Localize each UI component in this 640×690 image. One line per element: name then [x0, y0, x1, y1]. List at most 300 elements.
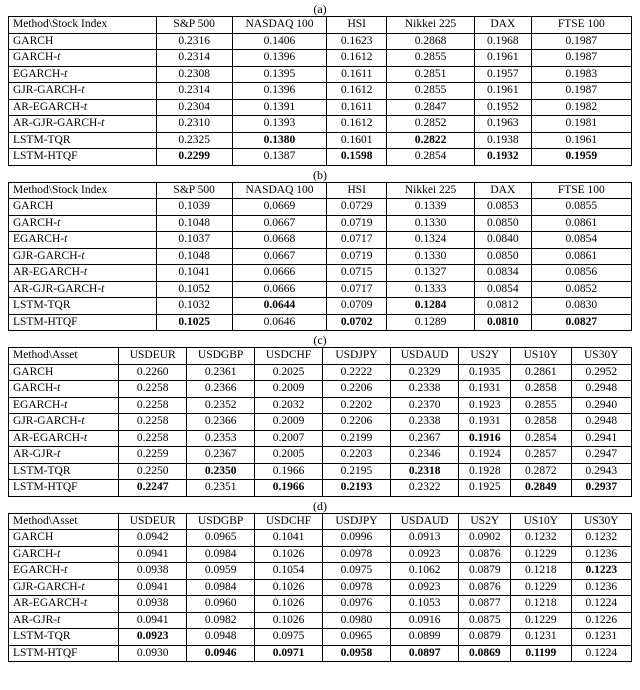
value-cell: 0.2258 — [119, 414, 187, 431]
column-header: USDJPY — [322, 513, 390, 530]
value-cell: 0.0941 — [119, 579, 187, 596]
column-header: USDEUR — [119, 348, 187, 365]
value-cell: 0.1612 — [327, 50, 387, 67]
table-block-c — [8, 333, 632, 497]
value-cell-best: 0.2318 — [390, 463, 459, 480]
value-cell: 0.1925 — [459, 480, 511, 497]
value-cell: 0.1923 — [459, 397, 511, 414]
table-caption-d: (d) — [313, 498, 327, 513]
value-cell: 0.1048 — [156, 248, 232, 265]
value-cell: 0.1229 — [511, 579, 571, 596]
value-cell: 0.1611 — [327, 66, 387, 83]
value-cell: 0.1931 — [459, 381, 511, 398]
value-cell: 0.2310 — [156, 116, 232, 133]
value-cell: 0.2199 — [322, 430, 390, 447]
method-name-cell: AR-GJR-GARCH-t — [9, 281, 157, 298]
table-caption-a: (a) — [313, 2, 327, 16]
value-cell-best: 0.0644 — [232, 298, 327, 315]
value-cell-best: 0.1223 — [571, 563, 631, 580]
value-cell-best: 0.1380 — [232, 132, 327, 149]
column-header: US10Y — [511, 513, 571, 530]
method-name-cell: LSTM-HTQF — [9, 480, 119, 497]
value-cell: 0.1981 — [531, 116, 631, 133]
value-cell: 0.2202 — [322, 397, 390, 414]
value-cell-best: 0.0971 — [255, 645, 323, 662]
column-header: USDGBP — [187, 513, 255, 530]
column-header: S&P 500 — [156, 182, 232, 199]
table-row — [9, 447, 632, 464]
value-cell-best: 0.1025 — [156, 314, 232, 331]
table-row — [9, 397, 632, 414]
value-cell-best: 0.2247 — [119, 480, 187, 497]
value-cell: 0.0852 — [531, 281, 631, 298]
value-cell: 0.0854 — [474, 281, 531, 298]
value-cell: 0.0916 — [390, 612, 459, 629]
value-cell: 0.1052 — [156, 281, 232, 298]
paper-page — [8, 2, 632, 662]
value-cell: 0.1041 — [255, 530, 323, 547]
value-cell: 0.0850 — [474, 215, 531, 232]
value-cell: 0.0861 — [531, 248, 631, 265]
value-cell: 0.0717 — [327, 232, 387, 249]
value-cell: 0.0719 — [327, 215, 387, 232]
value-cell: 0.0980 — [322, 612, 390, 629]
value-cell: 0.0975 — [322, 563, 390, 580]
value-cell: 0.2367 — [390, 430, 459, 447]
value-cell-best: 0.2193 — [322, 480, 390, 497]
table-row — [9, 612, 632, 629]
value-cell: 0.1391 — [232, 99, 327, 116]
value-cell: 0.1968 — [474, 33, 531, 50]
results-table-b — [8, 182, 632, 332]
value-cell: 0.1396 — [232, 83, 327, 100]
value-cell: 0.2260 — [119, 364, 187, 381]
method-name-cell: GARCH-t — [9, 215, 157, 232]
value-cell-best: 0.1598 — [327, 149, 387, 166]
table-row — [9, 83, 632, 100]
value-cell: 0.2195 — [322, 463, 390, 480]
table-row — [9, 265, 632, 282]
value-cell: 0.1987 — [531, 33, 631, 50]
table-row — [9, 99, 632, 116]
method-name-cell: GARCH — [9, 33, 157, 50]
value-cell: 0.1611 — [327, 99, 387, 116]
value-cell: 0.1053 — [390, 596, 459, 613]
value-cell: 0.1229 — [511, 612, 571, 629]
value-cell: 0.2952 — [571, 364, 631, 381]
value-cell: 0.0996 — [322, 530, 390, 547]
table-block-b — [8, 168, 632, 332]
table-row — [9, 546, 632, 563]
value-cell: 0.2940 — [571, 397, 631, 414]
table-row — [9, 414, 632, 431]
method-name-cell: AR-GJR-t — [9, 612, 119, 629]
value-cell: 0.2948 — [571, 414, 631, 431]
value-cell: 0.1224 — [571, 645, 631, 662]
value-cell: 0.2855 — [511, 397, 571, 414]
value-cell: 0.1928 — [459, 463, 511, 480]
column-header: USDAUD — [390, 513, 459, 530]
value-cell: 0.0856 — [531, 265, 631, 282]
value-cell: 0.1236 — [571, 546, 631, 563]
table-caption-c: (c) — [313, 333, 327, 347]
value-cell-best: 0.1284 — [387, 298, 475, 315]
value-cell: 0.1387 — [232, 149, 327, 166]
results-table-d — [8, 513, 632, 663]
value-cell: 0.1961 — [474, 83, 531, 100]
value-cell: 0.2009 — [255, 381, 323, 398]
value-cell-best: 0.1199 — [511, 645, 571, 662]
value-cell: 0.2858 — [511, 381, 571, 398]
value-cell: 0.2203 — [322, 447, 390, 464]
value-cell: 0.1961 — [474, 50, 531, 67]
value-cell: 0.1041 — [156, 265, 232, 282]
value-cell: 0.1393 — [232, 116, 327, 133]
table-row — [9, 298, 632, 315]
method-name-cell: GARCH-t — [9, 546, 119, 563]
value-cell: 0.0719 — [327, 248, 387, 265]
value-cell: 0.1232 — [571, 530, 631, 547]
value-cell: 0.0861 — [531, 215, 631, 232]
value-cell: 0.2366 — [187, 414, 255, 431]
method-name-cell: LSTM-HTQF — [9, 314, 157, 331]
value-cell: 0.1406 — [232, 33, 327, 50]
table-row — [9, 215, 632, 232]
column-header: US10Y — [511, 348, 571, 365]
value-cell: 0.0978 — [322, 579, 390, 596]
value-cell: 0.1224 — [571, 596, 631, 613]
value-cell: 0.2854 — [387, 149, 475, 166]
table-row — [9, 645, 632, 662]
value-cell: 0.2352 — [187, 397, 255, 414]
value-cell: 0.0941 — [119, 612, 187, 629]
column-header-method: Method\Stock Index — [9, 17, 157, 34]
table-row — [9, 596, 632, 613]
header-row — [9, 513, 632, 530]
value-cell-best: 0.0810 — [474, 314, 531, 331]
value-cell-best: 0.0827 — [531, 314, 631, 331]
value-cell: 0.2851 — [387, 66, 475, 83]
value-cell: 0.0668 — [232, 232, 327, 249]
value-cell: 0.2009 — [255, 414, 323, 431]
value-cell: 0.2366 — [187, 381, 255, 398]
method-name-cell: LSTM-HTQF — [9, 149, 157, 166]
value-cell: 0.1048 — [156, 215, 232, 232]
value-cell: 0.2338 — [390, 381, 459, 398]
value-cell: 0.1037 — [156, 232, 232, 249]
value-cell: 0.0876 — [459, 546, 511, 563]
value-cell-best: 0.0946 — [187, 645, 255, 662]
table-row — [9, 314, 632, 331]
column-header: US30Y — [571, 513, 631, 530]
value-cell: 0.1330 — [387, 248, 475, 265]
table-caption-b: (b) — [313, 167, 327, 182]
table-row — [9, 50, 632, 67]
value-cell: 0.1289 — [387, 314, 475, 331]
value-cell: 0.0879 — [459, 629, 511, 646]
value-cell: 0.0913 — [390, 530, 459, 547]
table-row — [9, 629, 632, 646]
method-name-cell: GARCH-t — [9, 50, 157, 67]
value-cell: 0.0840 — [474, 232, 531, 249]
value-cell: 0.0960 — [187, 596, 255, 613]
value-cell: 0.1612 — [327, 116, 387, 133]
table-row — [9, 463, 632, 480]
value-cell: 0.2308 — [156, 66, 232, 83]
results-table-c — [8, 347, 632, 497]
column-header: DAX — [474, 182, 531, 199]
value-cell: 0.2858 — [511, 414, 571, 431]
value-cell: 0.2854 — [511, 430, 571, 447]
value-cell: 0.2353 — [187, 430, 255, 447]
value-cell: 0.1601 — [327, 132, 387, 149]
table-row — [9, 132, 632, 149]
value-cell: 0.2316 — [156, 33, 232, 50]
value-cell: 0.2947 — [571, 447, 631, 464]
value-cell: 0.2325 — [156, 132, 232, 149]
value-cell: 0.2259 — [119, 447, 187, 464]
value-cell: 0.1612 — [327, 83, 387, 100]
value-cell: 0.0812 — [474, 298, 531, 315]
value-cell: 0.2361 — [187, 364, 255, 381]
value-cell: 0.2338 — [390, 414, 459, 431]
column-header: HSI — [327, 17, 387, 34]
value-cell: 0.1229 — [511, 546, 571, 563]
value-cell: 0.1931 — [459, 414, 511, 431]
table-row — [9, 281, 632, 298]
table-row — [9, 33, 632, 50]
value-cell: 0.1231 — [571, 629, 631, 646]
value-cell: 0.2007 — [255, 430, 323, 447]
method-name-cell: GARCH — [9, 364, 119, 381]
value-cell: 0.0877 — [459, 596, 511, 613]
header-row — [9, 348, 632, 365]
value-cell: 0.1330 — [387, 215, 475, 232]
value-cell: 0.0982 — [187, 612, 255, 629]
value-cell: 0.2367 — [187, 447, 255, 464]
method-name-cell: EGARCH-t — [9, 232, 157, 249]
value-cell: 0.2258 — [119, 397, 187, 414]
value-cell-best: 0.0897 — [390, 645, 459, 662]
column-header-method: Method\Asset — [9, 513, 119, 530]
value-cell: 0.0965 — [322, 629, 390, 646]
value-cell-best: 0.1916 — [459, 430, 511, 447]
value-cell: 0.0938 — [119, 596, 187, 613]
value-cell: 0.2258 — [119, 430, 187, 447]
value-cell: 0.1062 — [390, 563, 459, 580]
value-cell: 0.0923 — [390, 546, 459, 563]
table-row — [9, 232, 632, 249]
value-cell: 0.1952 — [474, 99, 531, 116]
table-row — [9, 430, 632, 447]
value-cell: 0.1395 — [232, 66, 327, 83]
value-cell-best: 0.2822 — [387, 132, 475, 149]
value-cell-best: 0.2937 — [571, 480, 631, 497]
column-header-method: Method\Stock Index — [9, 182, 157, 199]
value-cell: 0.1924 — [459, 447, 511, 464]
value-cell: 0.0853 — [474, 199, 531, 216]
value-cell: 0.1623 — [327, 33, 387, 50]
column-header: US2Y — [459, 348, 511, 365]
results-table-a — [8, 16, 632, 166]
value-cell: 0.1396 — [232, 50, 327, 67]
value-cell: 0.2868 — [387, 33, 475, 50]
value-cell: 0.2351 — [187, 480, 255, 497]
value-cell: 0.0984 — [187, 546, 255, 563]
column-header: USDEUR — [119, 513, 187, 530]
value-cell: 0.0666 — [232, 265, 327, 282]
method-name-cell: AR-GJR-t — [9, 447, 119, 464]
value-cell: 0.1026 — [255, 546, 323, 563]
value-cell: 0.1987 — [531, 50, 631, 67]
value-cell: 0.0667 — [232, 215, 327, 232]
value-cell: 0.1983 — [531, 66, 631, 83]
method-name-cell: LSTM-TQR — [9, 463, 119, 480]
value-cell: 0.0941 — [119, 546, 187, 563]
table-row — [9, 364, 632, 381]
column-header: DAX — [474, 17, 531, 34]
method-name-cell: LSTM-TQR — [9, 132, 157, 149]
value-cell-best: 0.0923 — [119, 629, 187, 646]
value-cell: 0.0899 — [390, 629, 459, 646]
value-cell: 0.0667 — [232, 248, 327, 265]
value-cell: 0.1218 — [511, 563, 571, 580]
value-cell: 0.2855 — [387, 50, 475, 67]
value-cell: 0.0830 — [531, 298, 631, 315]
value-cell: 0.0984 — [187, 579, 255, 596]
method-name-cell: LSTM-TQR — [9, 298, 157, 315]
value-cell: 0.2943 — [571, 463, 631, 480]
value-cell: 0.1032 — [156, 298, 232, 315]
table-block-a — [8, 2, 632, 166]
value-cell: 0.2329 — [390, 364, 459, 381]
column-header: USDGBP — [187, 348, 255, 365]
method-name-cell: GJR-GARCH-t — [9, 579, 119, 596]
value-cell-best: 0.2849 — [511, 480, 571, 497]
method-name-cell: GJR-GARCH-t — [9, 83, 157, 100]
value-cell: 0.2005 — [255, 447, 323, 464]
value-cell: 0.0976 — [322, 596, 390, 613]
value-cell: 0.1236 — [571, 579, 631, 596]
method-name-cell: AR-GJR-GARCH-t — [9, 116, 157, 133]
value-cell: 0.0875 — [459, 612, 511, 629]
value-cell: 0.0850 — [474, 248, 531, 265]
method-name-cell: AR-EGARCH-t — [9, 99, 157, 116]
column-header: USDCHF — [255, 348, 323, 365]
value-cell: 0.1987 — [531, 83, 631, 100]
value-cell: 0.0942 — [119, 530, 187, 547]
method-name-cell: GARCH-t — [9, 381, 119, 398]
value-cell: 0.2222 — [322, 364, 390, 381]
value-cell: 0.0965 — [187, 530, 255, 547]
table-row — [9, 381, 632, 398]
value-cell: 0.0876 — [459, 579, 511, 596]
table-row — [9, 248, 632, 265]
value-cell-best: 0.2299 — [156, 149, 232, 166]
value-cell: 0.0666 — [232, 281, 327, 298]
value-cell: 0.0855 — [531, 199, 631, 216]
value-cell: 0.1231 — [511, 629, 571, 646]
value-cell: 0.1327 — [387, 265, 475, 282]
column-header: USDJPY — [322, 348, 390, 365]
method-name-cell: LSTM-TQR — [9, 629, 119, 646]
value-cell: 0.0729 — [327, 199, 387, 216]
value-cell: 0.2370 — [390, 397, 459, 414]
method-name-cell: GJR-GARCH-t — [9, 248, 157, 265]
column-header: FTSE 100 — [531, 17, 631, 34]
value-cell: 0.2872 — [511, 463, 571, 480]
value-cell: 0.2322 — [390, 480, 459, 497]
value-cell: 0.0669 — [232, 199, 327, 216]
value-cell-best: 0.0958 — [322, 645, 390, 662]
value-cell: 0.2025 — [255, 364, 323, 381]
value-cell: 0.0834 — [474, 265, 531, 282]
column-header: NASDAQ 100 — [232, 182, 327, 199]
value-cell: 0.2032 — [255, 397, 323, 414]
value-cell: 0.0948 — [187, 629, 255, 646]
value-cell: 0.2857 — [511, 447, 571, 464]
value-cell: 0.2258 — [119, 381, 187, 398]
value-cell: 0.1026 — [255, 612, 323, 629]
value-cell-best: 0.1959 — [531, 149, 631, 166]
table-row — [9, 116, 632, 133]
value-cell: 0.2314 — [156, 83, 232, 100]
value-cell: 0.0923 — [390, 579, 459, 596]
value-cell: 0.1935 — [459, 364, 511, 381]
table-row — [9, 66, 632, 83]
value-cell: 0.1054 — [255, 563, 323, 580]
value-cell: 0.0646 — [232, 314, 327, 331]
value-cell: 0.0854 — [531, 232, 631, 249]
value-cell: 0.2855 — [387, 83, 475, 100]
table-row — [9, 530, 632, 547]
method-name-cell: LSTM-HTQF — [9, 645, 119, 662]
value-cell: 0.1938 — [474, 132, 531, 149]
value-cell: 0.1957 — [474, 66, 531, 83]
column-header: S&P 500 — [156, 17, 232, 34]
header-row — [9, 182, 632, 199]
value-cell: 0.0938 — [119, 563, 187, 580]
value-cell-best: 0.2350 — [187, 463, 255, 480]
method-name-cell: AR-EGARCH-t — [9, 596, 119, 613]
value-cell: 0.2250 — [119, 463, 187, 480]
value-cell-best: 0.1966 — [255, 480, 323, 497]
value-cell-best: 0.0869 — [459, 645, 511, 662]
value-cell: 0.2941 — [571, 430, 631, 447]
value-cell: 0.2847 — [387, 99, 475, 116]
value-cell: 0.1026 — [255, 579, 323, 596]
value-cell: 0.2346 — [390, 447, 459, 464]
method-name-cell: GARCH — [9, 199, 157, 216]
method-name-cell: EGARCH-t — [9, 66, 157, 83]
value-cell: 0.2852 — [387, 116, 475, 133]
value-cell: 0.0717 — [327, 281, 387, 298]
column-header: USDCHF — [255, 513, 323, 530]
column-header: FTSE 100 — [531, 182, 631, 199]
method-name-cell: GJR-GARCH-t — [9, 414, 119, 431]
value-cell: 0.1226 — [571, 612, 631, 629]
value-cell: 0.1963 — [474, 116, 531, 133]
column-header: USDAUD — [390, 348, 459, 365]
column-header: Nikkei 225 — [387, 182, 475, 199]
column-header: Nikkei 225 — [387, 17, 475, 34]
method-name-cell: AR-EGARCH-t — [9, 265, 157, 282]
value-cell-best: 0.1932 — [474, 149, 531, 166]
value-cell: 0.0975 — [255, 629, 323, 646]
column-header-method: Method\Asset — [9, 348, 119, 365]
column-header: US30Y — [571, 348, 631, 365]
method-name-cell: EGARCH-t — [9, 397, 119, 414]
